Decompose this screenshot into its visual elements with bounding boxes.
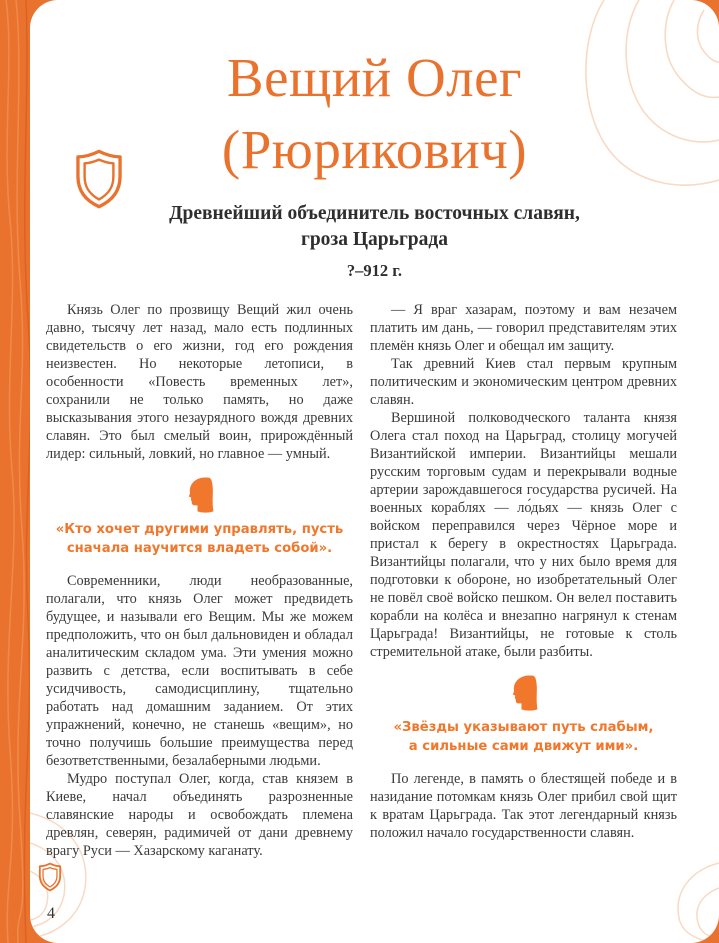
quote-1-line-2: сначала научится владеть собой». — [66, 541, 333, 557]
paragraph-intro: Князь Олег по прозвищу Вещий жил очень давно, тысячу лет назад, мало есть подлинных свидетельств о его жизни, год его рождения неизвестен. Но некоторые летописи, в особенности «Повесть временных лет», сохранили не только память, но даже высказывания этого незаурядного вождя древних славян. Это был смелый воин, прирождённый лидер: сильный, ловкий, но главное — умный. — [46, 302, 353, 463]
page-title — [60, 42, 689, 185]
right-column — [370, 301, 677, 859]
paragraph-khazar-speech: — Я враг хазарам, поэтому и вам незачем платить им дань, — говорил представителям этих племён князь Олег и обещал им защиту. — [370, 302, 677, 355]
left-border-pattern — [0, 0, 30, 943]
left-column — [46, 301, 353, 859]
head-silhouette-icon — [183, 476, 217, 513]
paragraph-kiev-unification: Мудро поступал Олег, когда, став князем в Киеве, начал объединять разрозненные славянские народы и освобождать племена древлян, северян, радимичей от дани древнему врагу Руси — Хазарскому каганату. — [46, 770, 353, 859]
subtitle — [90, 201, 659, 252]
paragraph-tsargrad-campaign: Вершиной полководческого таланта князя Олега стал поход на Царьград, столицу могучей Византийской империи. Византийцы мешали русским торговым судам и перекрывали водные артерии зарождавшегося государства русичей. На военных кораблях — ло́дьях — князь Олег с войском переправился через Чёрное море и пристал к берегу в окрестностях Царьграда. Византийцы полагали, что у них было время для подготовки к обороне, но изобретательный Олег не повёл своё войско пешком. Он велел поставить корабли на колёса и внезапно нагрянул к стенам Царьграда! Византийцы, не готовые к столь стремительной атаке, были разбиты. — [370, 410, 677, 661]
shield-small-icon — [37, 862, 63, 892]
quote-2-line-1: «Звёзды указывают путь слабым, — [393, 720, 654, 736]
paragraph-contemporaries: Современники, люди необразованные, полагали, что князь Олег может предвидеть будущее, и называли его Вещим. Мы же можем предположить, что он был дальновиден и обладал аналитическим складом ума. Эти умения можно развить с детства, если воспитывать в себе усидчивость, самодисциплину, тщательно работать над домашним заданием. От этих упражнений, конечно, не станешь «вещим», но точно получишь большие преимущества перед безответственными, безалаберными людьми. — [46, 572, 353, 769]
title-line-1: Вещий Олег — [226, 47, 523, 108]
quote-1-line-1: «Кто хочет другими управлять, пусть — [55, 522, 344, 538]
life-dates: ?–912 г. — [346, 261, 403, 281]
head-silhouette-icon — [507, 674, 541, 711]
quote-2-line-2: а сильные сами движут ими». — [408, 739, 639, 755]
quote-text-2 — [374, 719, 673, 756]
body-columns — [46, 301, 677, 859]
quote-block-1 — [50, 476, 349, 558]
page-content — [30, 0, 719, 943]
subtitle-line-1: Древнейший объединитель восточных славян, — [169, 203, 580, 224]
title-line-2: (Рюрикович) — [221, 118, 528, 180]
paragraph-kiev-center: Так древний Киев стал первым крупным политическим и экономическим центром древних славян. — [370, 356, 677, 409]
subtitle-line-2: гроза Царьграда — [300, 228, 449, 250]
quote-block-2 — [374, 674, 673, 756]
paragraph-shield-legend: По легенде, в память о блестящей победе и в назидание потомкам князь Олег прибил свой щит к вратам Царьграда. Так этот легендарный князь положил начало государственности славян. — [370, 770, 677, 841]
page-number: 4 — [47, 905, 55, 922]
quote-text-1 — [50, 521, 349, 558]
